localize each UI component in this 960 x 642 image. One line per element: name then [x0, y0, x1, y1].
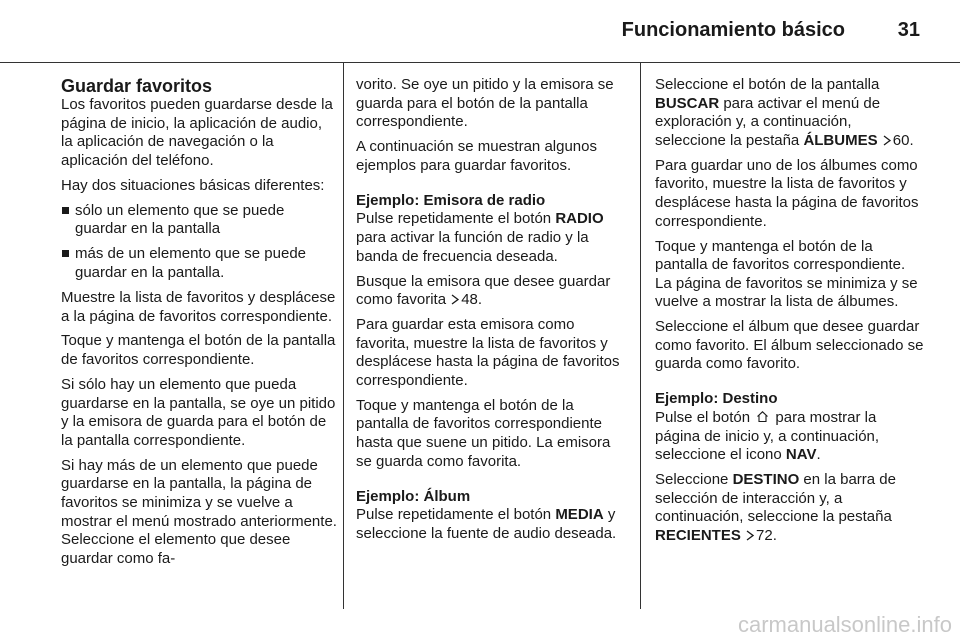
example-title-album: Ejemplo: Álbum [356, 487, 471, 505]
paragraph: Pulse el botón para mostrar la página de inicio y, a continuación, seleccione el icono NAV. [655, 409, 880, 464]
paragraph: Toque y mantenga el botón de la pantalla de favoritos correspondiente. La página de favoritos se minimiza y se vuelve a mostrar la lista de álbumes. [655, 237, 918, 311]
paragraph: Para guardar uno de los álbumes como favorito, muestre la lista de favoritos y desplácese hasta la página de favoritos correspondiente. [655, 156, 919, 230]
page-reference-icon [746, 530, 754, 541]
destino-button-label: DESTINO [732, 471, 800, 489]
list-item: sólo un elemento que se puede guardar en la pantalla [61, 202, 337, 239]
column-3 [655, 76, 925, 552]
page-number: 31 [897, 19, 920, 41]
page-reference: 60. [892, 131, 914, 149]
page-reference-icon [451, 294, 459, 305]
paragraph: Toque y mantenga el botón de la pantalla de favoritos correspondiente. [61, 332, 336, 369]
bullet-list [61, 202, 337, 283]
list-item: más de un elemento que se puede guardar en la pantalla. [61, 245, 337, 282]
home-icon [756, 410, 769, 423]
recientes-tab-label: RECIENTES [655, 527, 741, 545]
square-bullet-icon [62, 207, 69, 214]
paragraph: Hay dos situaciones básicas diferentes: [61, 176, 325, 194]
section-title: Guardar favoritos [61, 76, 213, 96]
media-button-label: MEDIA [555, 506, 604, 524]
paragraph: Si sólo hay un elemento que pueda guardarse en la pantalla, se oye un pitido y la emisora de guarda para el botón de la pantalla correspondiente. [61, 376, 336, 449]
paragraph: Toque y mantenga el botón de la pantalla de favoritos correspondiente hasta que suene un pitido. La emisora se guarda como favorita. [356, 396, 611, 470]
paragraph: A continuación se muestran algunos ejemplos para guardar favoritos. [356, 138, 597, 174]
nav-icon-label: NAV [785, 446, 817, 464]
page-reference: 48. [461, 291, 483, 309]
paragraph: Busque la emisora que desee guardar como favorita 48. [356, 272, 611, 309]
buscar-button-label: BUSCAR [655, 94, 720, 112]
paragraph: Seleccione el botón de la pantalla BUSCAR para activar el menú de exploración y, a continuación, seleccione la pestaña ÁLBUMES 60. [655, 76, 914, 149]
page-header [0, 0, 960, 62]
column-divider-2 [640, 62, 641, 609]
paragraph: Seleccione el álbum que desee guardar como favorito. El álbum seleccionado se guarda como favorito. [655, 318, 924, 373]
paragraph: Pulse repetidamente el botón RADIO para activar la función de radio y la banda de frecuencia deseada. [356, 210, 604, 265]
paragraph: Pulse repetidamente el botón MEDIA y seleccione la fuente de audio deseada. [356, 506, 617, 542]
watermark: carmanualsonline.info [737, 612, 952, 637]
example-title-destination: Ejemplo: Destino [655, 390, 778, 408]
albumes-tab-label: ÁLBUMES [803, 131, 878, 149]
paragraph: Seleccione DESTINO en la barra de selección de interacción y, a continuación, seleccione la pestaña RECIENTES 72. [655, 471, 896, 545]
square-bullet-icon [62, 250, 69, 257]
radio-button-label: RADIO [555, 210, 604, 228]
column-2 [356, 76, 624, 550]
column-1 [61, 76, 337, 575]
example-title-radio: Ejemplo: Emisora de radio [356, 191, 546, 209]
column-divider-1 [343, 62, 344, 609]
header-rule [0, 62, 960, 63]
paragraph: Muestre la lista de favoritos y desplácese a la página de favoritos correspondiente. [61, 288, 336, 325]
paragraph: Para guardar esta emisora como favorita, muestre la lista de favoritos y desplácese hasta la página de favoritos correspondiente. [356, 316, 620, 389]
page-reference: 72. [756, 527, 777, 545]
paragraph: Si hay más de un elemento que puede guardarse en la pantalla, la página de favoritos se minimiza y se vuelve a mostrar el menú mostrado anteriormente. Seleccione el elemento que desee guardar como fa- [61, 456, 337, 567]
paragraph: Los favoritos pueden guardarse desde la página de inicio, la aplicación de audio, la aplicación de navegación o la aplicación del teléfono. [61, 96, 333, 169]
page-title: Funcionamiento básico [621, 19, 845, 41]
paragraph: vorito. Se oye un pitido y la emisora se guarda para el botón de la pantalla correspondiente. [356, 76, 614, 131]
page-reference-icon [883, 135, 891, 146]
